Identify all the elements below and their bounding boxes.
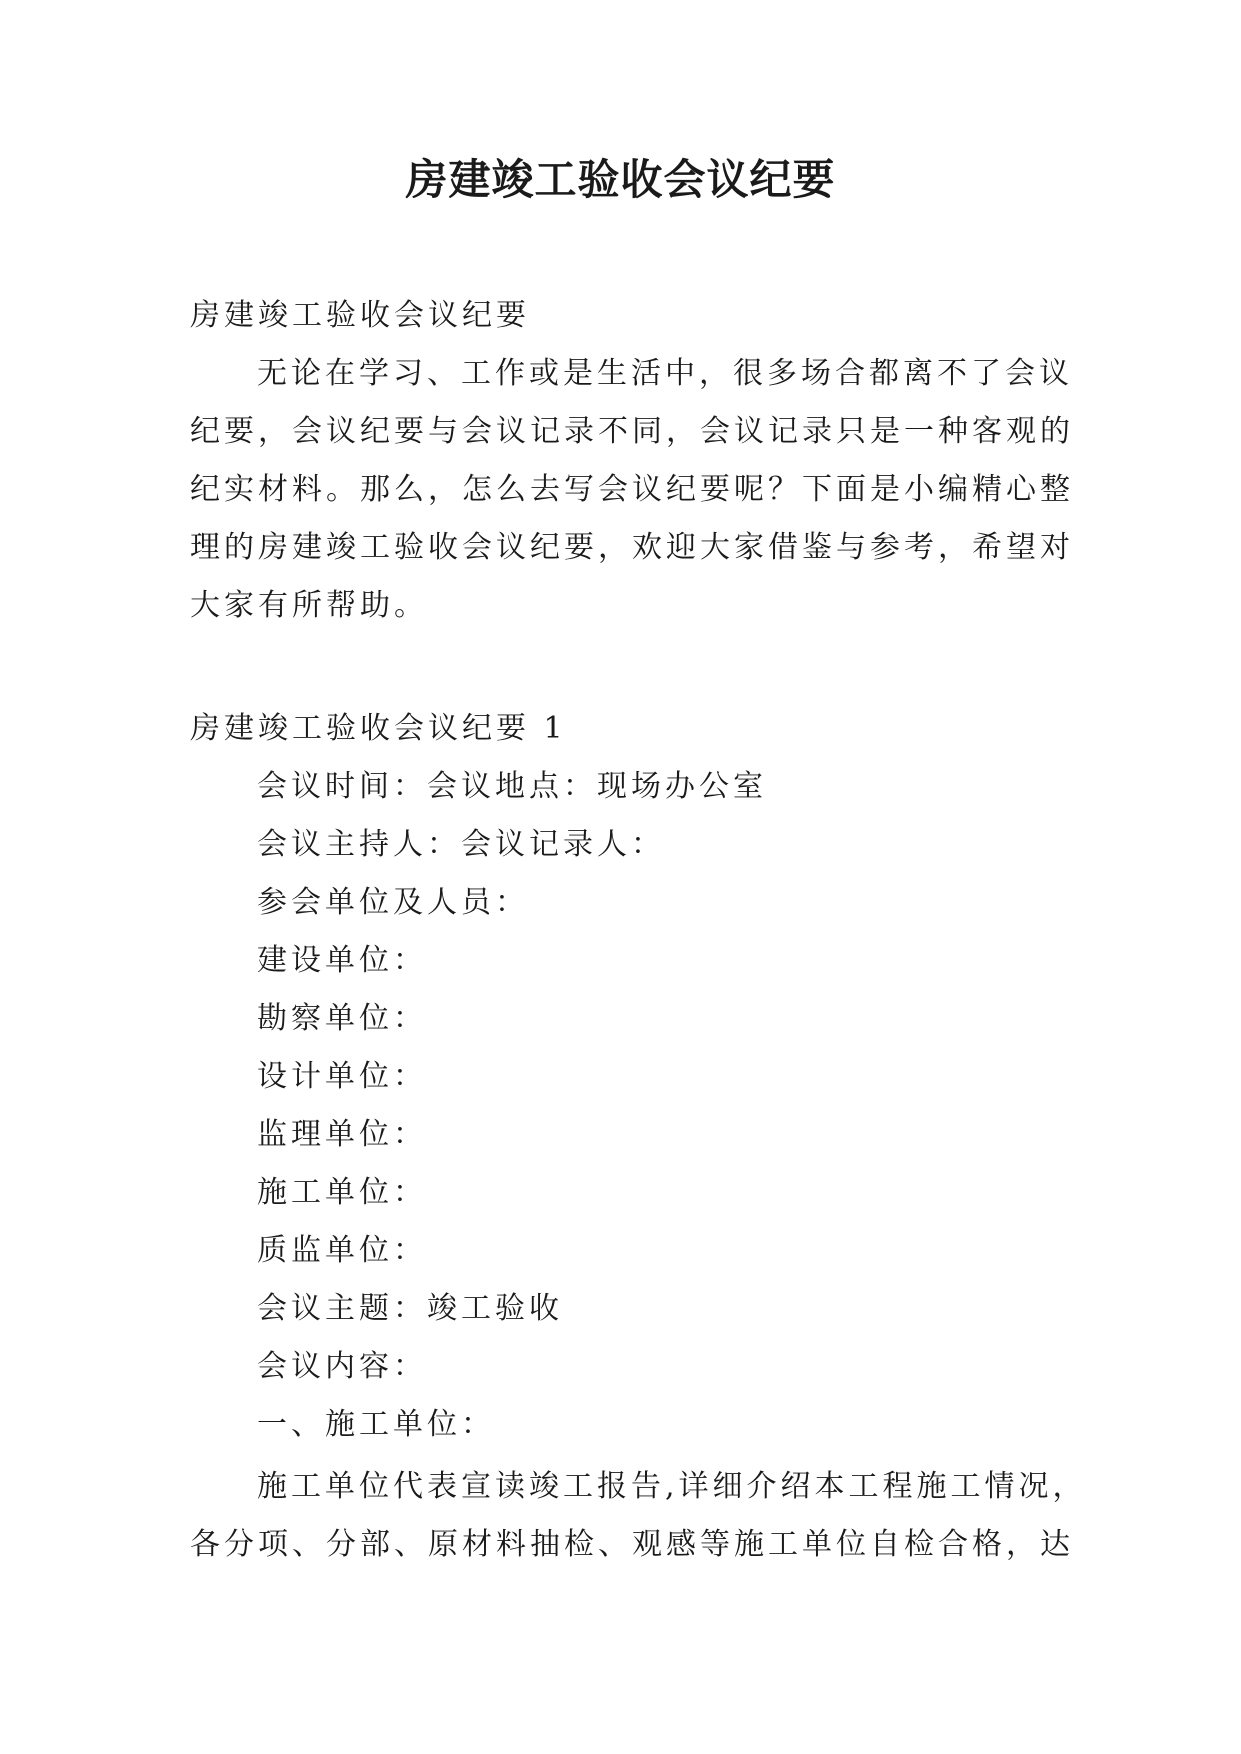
intro-line: 纪实材料。那么，怎么去写会议纪要呢？下面是小编精心整	[190, 472, 1074, 507]
section-heading	[190, 700, 1052, 758]
meeting-info-list	[190, 758, 1052, 1454]
contractor-unit: 施工单位：	[257, 1175, 427, 1210]
intro-line: 纪要，会议纪要与会议记录不同，会议记录只是一种客观的	[190, 414, 1074, 449]
content-paragraph	[190, 1458, 1087, 1574]
design-unit: 设计单位：	[257, 1059, 427, 1094]
section-one-heading: 一、施工单位：	[257, 1407, 495, 1442]
attending-units: 参会单位及人员：	[257, 885, 529, 920]
content-line: 各分项、分部、原材料抽检、观感等施工单位自检合格，达	[190, 1527, 1074, 1562]
intro-line: 大家有所帮助。	[190, 588, 428, 623]
intro-line: 无论在学习、工作或是生活中，很多场合都离不了会议	[257, 356, 1073, 391]
meeting-topic: 会议主题：竣工验收	[257, 1291, 563, 1326]
intro-line: 理的房建竣工验收会议纪要，欢迎大家借鉴与参考，希望对	[190, 530, 1074, 565]
content-line: 施工单位代表宣读竣工报告,详细介绍本工程施工情况，	[257, 1469, 1087, 1504]
intro-paragraph	[190, 345, 1074, 635]
meeting-host-recorder: 会议主持人：会议记录人：	[257, 827, 665, 862]
meeting-time-location: 会议时间：会议地点：现场办公室	[257, 769, 767, 804]
survey-unit: 勘察单位：	[257, 1001, 427, 1036]
supervision-unit: 监理单位：	[257, 1117, 427, 1152]
subheading-text: 房建竣工验收会议纪要	[190, 298, 530, 333]
document-title: 房建竣工验收会议纪要	[405, 155, 836, 204]
meeting-content-label: 会议内容：	[257, 1349, 427, 1384]
construction-owner-unit: 建设单位：	[257, 943, 427, 978]
quality-supervision-unit: 质监单位：	[257, 1233, 427, 1268]
section-heading-text: 房建竣工验收会议纪要 1	[190, 711, 567, 746]
document-subheading	[190, 287, 1052, 345]
